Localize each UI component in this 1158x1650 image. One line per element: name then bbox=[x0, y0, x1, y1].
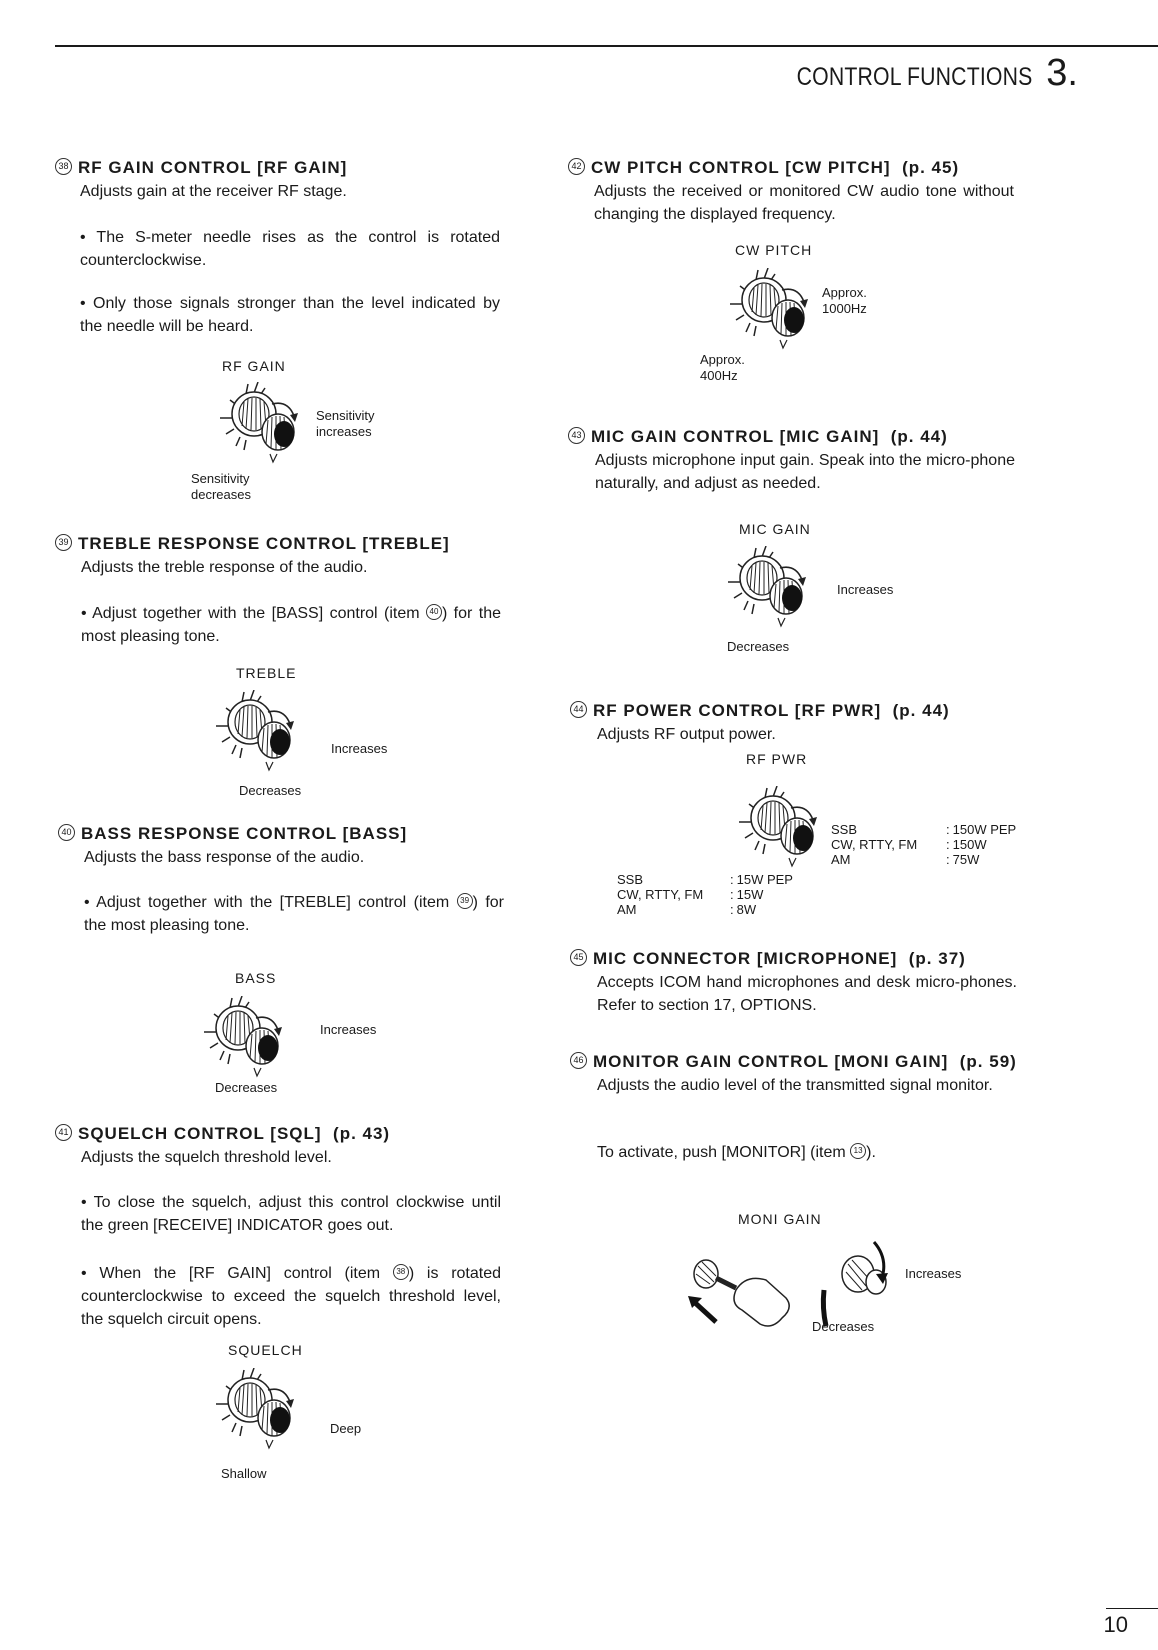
rf-gain-cw-caption: Sensitivity increases bbox=[316, 408, 375, 439]
moni-gain-cw-caption: Increases bbox=[905, 1266, 962, 1281]
mic-gain-knob-icon bbox=[726, 546, 816, 631]
section-44-title-text: RF POWER CONTROL [RF PWR] bbox=[593, 701, 882, 720]
rf-pwr-min-value: 8W bbox=[736, 902, 757, 917]
rf-pwr-colon: : bbox=[946, 822, 950, 837]
section-41-title bbox=[55, 1124, 390, 1144]
page-header bbox=[755, 52, 1078, 95]
section-45-page-ref: (p. 37) bbox=[908, 949, 966, 968]
section-40-bullet-text-a: Adjust together with the [TREBLE] control (item bbox=[96, 894, 450, 911]
section-38-title-text: RF GAIN CONTROL [RF GAIN] bbox=[78, 158, 348, 177]
section-41-bullet-2-text-b: ) is rotated counterclockwise to exceed the squelch threshold level, the squelch circuit opens. bbox=[81, 1265, 502, 1328]
section-39-title bbox=[55, 534, 450, 554]
squelch-knob-icon bbox=[214, 1368, 304, 1453]
rf-gain-figure-label: RF GAIN bbox=[222, 358, 286, 374]
mic-gain-figure-label: MIC GAIN bbox=[739, 521, 811, 537]
section-40-bullet: • Adjust together with the [TREBLE] control (item 39 ) for the most pleasing tone. bbox=[84, 894, 505, 934]
bass-ccw-caption: Decreases bbox=[215, 1080, 278, 1095]
rf-pwr-colon: : bbox=[730, 872, 734, 887]
rf-gain-ccw-caption: Sensitivity decreases bbox=[191, 471, 251, 502]
section-42-desc: Adjusts the received or monitored CW audio tone without changing the displayed frequency. bbox=[594, 183, 1014, 223]
page-number-rule bbox=[1106, 1608, 1158, 1609]
moni-gain-figure-label: MONI GAIN bbox=[738, 1211, 822, 1227]
bass-figure-label: BASS bbox=[235, 970, 277, 986]
section-40-title bbox=[58, 824, 407, 844]
item-ref-40: 40 bbox=[426, 604, 442, 620]
rf-pwr-min-mode: AM bbox=[617, 902, 637, 917]
section-46-desc: Adjusts the audio level of the transmitted signal monitor. bbox=[597, 1077, 993, 1094]
squelch-cw-caption: Deep bbox=[330, 1421, 362, 1436]
section-41-bullet-2-text-a: When the [RF GAIN] control (item bbox=[99, 1265, 381, 1282]
item-number-38: 38 bbox=[55, 158, 72, 175]
section-43-page-ref: (p. 44) bbox=[890, 427, 948, 446]
section-46-note bbox=[597, 1141, 1017, 1164]
item-number-39: 39 bbox=[55, 534, 72, 551]
section-39-desc: Adjusts the treble response of the audio. bbox=[81, 559, 368, 576]
chapter-number: 3. bbox=[1046, 52, 1078, 94]
rf-pwr-max-table bbox=[831, 822, 1019, 867]
section-42-title bbox=[568, 158, 959, 178]
section-38-desc: Adjusts gain at the receiver RF stage. bbox=[80, 183, 347, 200]
treble-knob-icon bbox=[214, 690, 304, 775]
mic-gain-cw-caption: Increases bbox=[837, 582, 894, 597]
section-42-page-ref: (p. 45) bbox=[902, 158, 960, 177]
section-39-title-text: TREBLE RESPONSE CONTROL [TREBLE] bbox=[78, 534, 450, 553]
cw-pitch-knob-icon bbox=[728, 268, 818, 353]
item-number-45: 45 bbox=[570, 949, 587, 966]
cw-pitch-cw-caption: Approx. 1000Hz bbox=[822, 285, 867, 316]
section-38-bullet-2: • Only those signals stronger than the level indicated by the needle will be heard. bbox=[80, 295, 501, 335]
section-44-title bbox=[570, 701, 950, 721]
rf-pwr-max-row bbox=[831, 822, 1019, 837]
squelch-ccw-caption: Shallow bbox=[221, 1466, 267, 1481]
section-41-bullet-1: • To close the squelch, adjust this control clockwise until the green [RECEIVE] INDICATOR goes out. bbox=[81, 1194, 502, 1234]
treble-cw-caption: Increases bbox=[331, 741, 388, 756]
item-number-42: 42 bbox=[568, 158, 585, 175]
treble-ccw-caption: Decreases bbox=[239, 783, 302, 798]
rf-pwr-colon: : bbox=[946, 852, 950, 867]
rf-pwr-max-mode: SSB bbox=[831, 822, 858, 837]
section-41-bullet-1-text: To close the squelch, adjust this control clockwise until the green [RECEIVE] INDICATOR goes out. bbox=[81, 1194, 502, 1234]
item-ref-13: 13 bbox=[850, 1143, 866, 1159]
section-44-desc: Adjusts RF output power. bbox=[597, 726, 776, 743]
treble-figure-label: TREBLE bbox=[236, 665, 297, 681]
rf-pwr-min-row bbox=[617, 902, 796, 917]
section-42-title-text: CW PITCH CONTROL [CW PITCH] bbox=[591, 158, 891, 177]
rf-gain-knob-icon bbox=[218, 382, 308, 467]
section-39-bullet-text-a: Adjust together with the [BASS] control (item bbox=[92, 605, 420, 622]
section-41-desc: Adjusts the squelch threshold level. bbox=[81, 1149, 332, 1166]
section-41-bullet-2: • When the [RF GAIN] control (item 38 ) is rotated counterclockwise to exceed the squelch threshold level, the squelch circuit opens. bbox=[81, 1265, 502, 1328]
section-41-page-ref: (p. 43) bbox=[333, 1124, 391, 1143]
item-ref-38: 38 bbox=[393, 1264, 409, 1280]
rf-pwr-colon: : bbox=[946, 837, 950, 852]
section-40-title-text: BASS RESPONSE CONTROL [BASS] bbox=[81, 824, 408, 843]
section-38-bullet-1: • The S-meter needle rises as the control is rotated counterclockwise. bbox=[80, 229, 501, 269]
rf-pwr-max-value: 150W PEP bbox=[952, 822, 1017, 837]
rf-pwr-colon: : bbox=[730, 902, 734, 917]
rf-pwr-max-value: 150W bbox=[952, 837, 987, 852]
section-46-note-text-a: To activate, push [MONITOR] (item bbox=[597, 1144, 846, 1161]
section-45-title bbox=[570, 949, 966, 969]
section-39-bullet-text-b: ) for the most pleasing tone. bbox=[81, 605, 501, 645]
rf-pwr-max-value: 75W bbox=[952, 852, 980, 867]
section-40-bullet-text-b: ) for the most pleasing tone. bbox=[84, 894, 505, 934]
rf-pwr-min-row bbox=[617, 872, 796, 887]
rf-pwr-max-mode: AM bbox=[831, 852, 851, 867]
item-number-46: 46 bbox=[570, 1052, 587, 1069]
mic-gain-ccw-caption: Decreases bbox=[727, 639, 790, 654]
section-38-bullet-2-text: Only those signals stronger than the level indicated by the needle will be heard. bbox=[80, 295, 501, 335]
rf-pwr-min-value: 15W PEP bbox=[736, 872, 793, 887]
moni-gain-ccw-caption: Decreases bbox=[812, 1319, 875, 1334]
page-number: 10 bbox=[1103, 1612, 1128, 1637]
item-ref-39: 39 bbox=[457, 893, 473, 909]
cw-pitch-ccw-caption: Approx. 400Hz bbox=[700, 352, 745, 383]
rf-pwr-min-row bbox=[617, 887, 796, 902]
rf-pwr-colon: : bbox=[730, 887, 734, 902]
section-40-desc: Adjusts the bass response of the audio. bbox=[84, 849, 365, 866]
item-number-44: 44 bbox=[570, 701, 587, 718]
section-38-title bbox=[55, 158, 347, 178]
section-38-bullet-1-text: The S-meter needle rises as the control is rotated counterclockwise. bbox=[80, 229, 501, 269]
rf-pwr-min-mode: CW, RTTY, FM bbox=[617, 887, 704, 902]
rf-pwr-figure-label: RF PWR bbox=[746, 751, 808, 767]
rf-pwr-min-mode: SSB bbox=[617, 872, 644, 887]
item-number-43: 43 bbox=[568, 427, 585, 444]
bass-knob-icon bbox=[202, 996, 292, 1081]
section-43-title bbox=[568, 427, 948, 447]
section-45-title-text: MIC CONNECTOR [MICROPHONE] bbox=[593, 949, 898, 968]
section-39-bullet: • Adjust together with the [BASS] control (item 40 ) for the most pleasing tone. bbox=[81, 605, 501, 645]
rf-pwr-min-table bbox=[617, 872, 796, 917]
section-43-desc: Adjusts microphone input gain. Speak into the micro-phone naturally, and adjust as needed. bbox=[595, 452, 1015, 492]
rf-pwr-max-row bbox=[831, 852, 1019, 867]
section-44-page-ref: (p. 44) bbox=[892, 701, 950, 720]
rf-pwr-knob-icon bbox=[737, 786, 827, 871]
section-46-page-ref: (p. 59) bbox=[959, 1052, 1017, 1071]
section-45-desc: Accepts ICOM hand microphones and desk micro-phones. Refer to section 17, OPTIONS. bbox=[597, 974, 1017, 1014]
top-rule bbox=[55, 45, 1158, 47]
item-number-40: 40 bbox=[58, 824, 75, 841]
rf-pwr-max-mode: CW, RTTY, FM bbox=[831, 837, 918, 852]
squelch-figure-label: SQUELCH bbox=[228, 1342, 303, 1358]
bass-cw-caption: Increases bbox=[320, 1022, 377, 1037]
section-46-note-text-b: ). bbox=[866, 1144, 876, 1161]
rf-pwr-max-row bbox=[831, 837, 1019, 852]
rf-pwr-min-value: 15W bbox=[736, 887, 764, 902]
header-title: CONTROL FUNCTIONS bbox=[796, 63, 1033, 91]
cw-pitch-figure-label: CW PITCH bbox=[735, 242, 813, 258]
section-46-title bbox=[570, 1052, 1017, 1072]
section-41-title-text: SQUELCH CONTROL [SQL] bbox=[78, 1124, 322, 1143]
section-43-title-text: MIC GAIN CONTROL [MIC GAIN] bbox=[591, 427, 880, 446]
section-46-title-text: MONITOR GAIN CONTROL [MONI GAIN] bbox=[593, 1052, 949, 1071]
item-number-41: 41 bbox=[55, 1124, 72, 1141]
